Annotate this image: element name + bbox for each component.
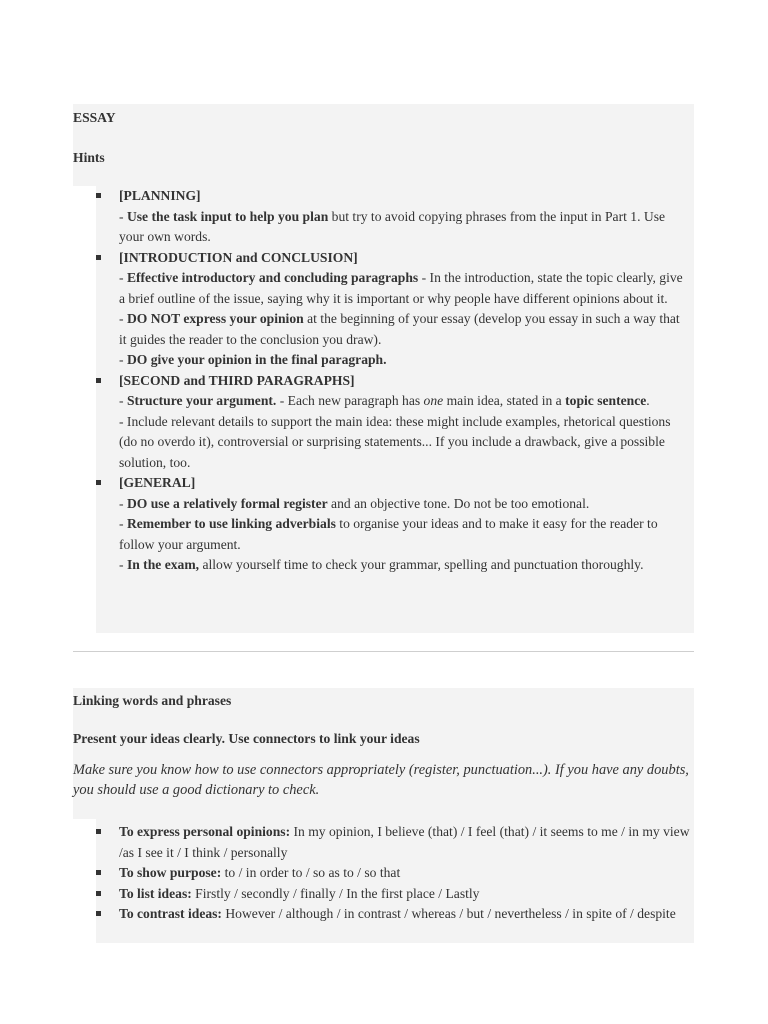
bullet-icon xyxy=(96,870,101,875)
linking-list xyxy=(96,819,694,925)
hint-line: - Remember to use linking adverbials to organise your ideas and to make it easy for the reader to follow your argument. xyxy=(119,516,658,552)
essay-title: ESSAY xyxy=(73,110,116,125)
item-text: to / in order to / so as to / so that xyxy=(221,865,401,880)
item-label: To show purpose: xyxy=(119,865,222,880)
list-item xyxy=(96,248,694,371)
list-item xyxy=(96,819,694,863)
bullet-icon xyxy=(96,378,101,383)
hint-line: - Use the task input to help you plan but try to avoid copying phrases from the input in Part 1. Use your own words. xyxy=(119,208,666,244)
list-item xyxy=(96,371,694,474)
item-text: Firstly / secondly / finally / In the first place / Lastly xyxy=(191,885,480,901)
hints-list-panel xyxy=(96,186,694,633)
section-title: [INTRODUCTION and CONCLUSION] xyxy=(119,249,358,265)
list-item xyxy=(96,186,694,248)
bullet-icon xyxy=(96,480,101,485)
bullet-icon xyxy=(96,255,101,260)
linking-intro: Make sure you know how to use connectors appropriately (register, punctuation...). If you have any doubts, you should use a good dictionary to check. xyxy=(73,762,689,798)
bullet-icon xyxy=(96,193,101,198)
hints-list xyxy=(96,186,694,576)
list-item xyxy=(96,863,694,884)
section-title: [SECOND and THIRD PARAGRAPHS] xyxy=(119,372,355,388)
section-divider xyxy=(73,651,694,652)
item-label: To express personal opinions: xyxy=(119,824,291,839)
hint-line: - Structure your argument. - Each new paragraph has one main idea, stated in a topic sentence. xyxy=(119,393,650,408)
hint-line: - Include relevant details to support the main idea: these might include examples, rhetorical questions (do no overdo it), controversial or surprising statements... If you include a drawback, give a possible solution, too. xyxy=(119,413,671,470)
linking-subtitle: Present your ideas clearly. Use connectors to link your ideas xyxy=(73,731,420,746)
bullet-icon xyxy=(96,891,101,896)
item-label: To list ideas: xyxy=(119,885,192,901)
list-item xyxy=(96,904,694,925)
item-label: To contrast ideas: xyxy=(119,906,222,921)
bullet-icon xyxy=(96,829,101,834)
hint-line: - In the exam, allow yourself time to check your grammar, spelling and punctuation thoroughly. xyxy=(119,557,644,572)
section-title: [PLANNING] xyxy=(119,188,201,203)
essay-header xyxy=(73,104,694,186)
hint-line: - DO use a relatively formal register and an objective tone. Do not be too emotional. xyxy=(119,495,590,511)
linking-title: Linking words and phrases xyxy=(73,693,232,708)
section-title: [GENERAL] xyxy=(119,475,196,490)
hint-line: - DO NOT express your opinion at the beginning of your essay (develop you essay in such a way that it guides the reader to the conclusion you draw). xyxy=(119,311,680,347)
hint-line: - DO give your opinion in the final paragraph. xyxy=(119,352,387,367)
list-item xyxy=(96,884,694,905)
hint-line: - Effective introductory and concluding paragraphs - In the introduction, state the topic clearly, give a brief outline of the issue, saying why it is important or why people have different opinions about it. xyxy=(119,270,683,306)
linking-list-panel xyxy=(96,819,694,943)
list-item xyxy=(96,473,694,576)
hints-label: Hints xyxy=(73,150,105,165)
item-text: However / although / in contrast / whereas / but / nevertheless / in spite of / despite xyxy=(221,906,676,921)
item-text: In my opinion, I believe (that) / I feel (that) / it seems to me / in my view /as I see it / I think / personally xyxy=(119,824,690,860)
bullet-icon xyxy=(96,911,101,916)
linking-header xyxy=(73,688,694,819)
